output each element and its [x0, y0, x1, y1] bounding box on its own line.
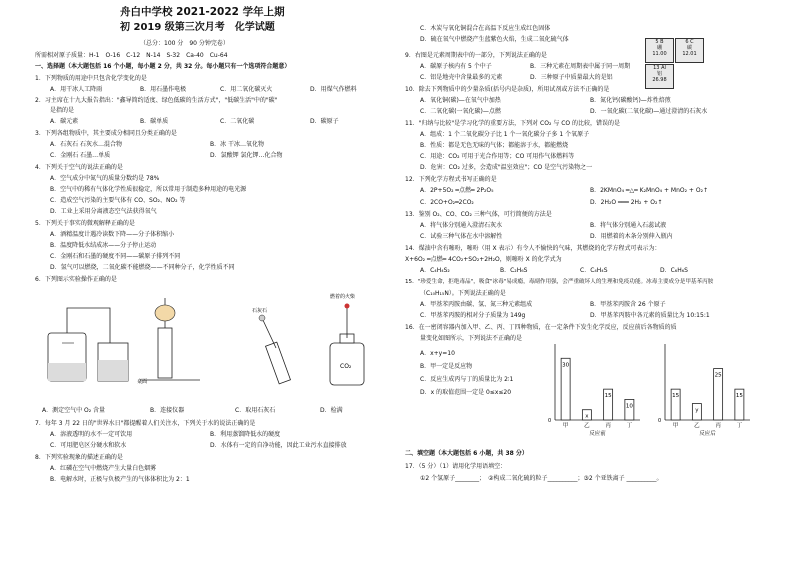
q4-option-a: A．空气成分中氮气的质量分数约是 78% [50, 175, 160, 182]
q2-option-d: D．碳原子 [310, 118, 339, 125]
q7-option-d: D．水体有一定的自净功能，因此工业污水直接排放 [210, 442, 347, 449]
figure-c-limestone [259, 315, 290, 384]
x-axis-title: 反应前 [589, 431, 606, 437]
bar-value-label: 25 [714, 372, 722, 379]
q11-option-c: C．用途：CO₂ 可用于光合作用等；CO 可用作气体燃料等 [420, 153, 575, 160]
question-16-cont: 量变化如图所示，下列说法不正确的是 [420, 335, 523, 342]
q2-option-b: B．碳单质 [140, 118, 169, 125]
q5-option-c: C．金刚石和石墨的硬度不同——碳原子排列不同 [50, 253, 181, 260]
question-16: 16．在一密闭容器内加入甲、乙、丙、丁四种物质，在一定条件下发生化学反应，反应前后各物质的质 [405, 324, 677, 331]
q12-option-c: C．2CO+O₂═2CO₂ [420, 199, 474, 206]
q4-option-c: C．造成空气污染的主要气体有 CO、SO₂、NO₂ 等 [50, 197, 186, 204]
q16-option-b: B．甲一定是反应物 [420, 363, 473, 370]
bar-value-label: y [695, 407, 699, 414]
category-label: 甲 [562, 423, 569, 429]
exam-subtitle: 初 2019 级第三次月考 化学试题 [120, 22, 275, 33]
q9-option-c: C．铝是地壳中含量最多的元素 [420, 74, 503, 81]
right-column [400, 0, 770, 561]
q7-option-a: A．溶液透明的水不一定可饮用 [50, 431, 133, 438]
q8-option-d: D．硫在氧气中燃烧产生蓝紫色火焰，生成二氧化硫气体 [420, 36, 569, 43]
label-match: 燃着的火柴 [330, 294, 356, 300]
element-b-mass: 11.00 [652, 51, 667, 57]
q10-option-d: D．一氧化碳(二氧化碳)—通过澄清的石灰水 [590, 108, 708, 115]
q8-option-a: A．红磷在空气中燃烧产生大量白色烟雾 [50, 465, 157, 472]
question-17-blanks: ①2 个氢原子________； ②构成二氧化硫的粒子__________；③2 个亚铁离子 __________。 [420, 475, 663, 482]
x-axis-title: 反应后 [699, 431, 716, 437]
exam-meta: （总分：100 分 90 分钟完卷） [140, 40, 229, 47]
question-3: 3．下列各组物质中，其主要成分相同且分类正确的是 [35, 130, 177, 137]
figure-d-co2-bottle [330, 304, 364, 386]
question-14: 14．煤油中含有噻吩，噻吩（用 X 表示）有令人不愉快的气味，其燃烧的化学方程式可表示为： [405, 245, 661, 252]
q6-figures [40, 288, 380, 408]
question-4: 4．下列关于空气的说法正确的是 [35, 164, 123, 171]
q6-caption-c: C．取用石灰石 [235, 407, 276, 414]
bar-value-label: 15 [604, 393, 612, 400]
q11-option-d: D．危害：CO₂ 过多，会造成"温室效应"；CO 是空气污染物之一 [420, 164, 593, 171]
question-5: 5．下列关于事实的微观解释正确的是 [35, 220, 135, 227]
question-17: 17．（5 分）（1）请用化学用语填空： [405, 463, 507, 470]
q4-option-b: B．空气中的稀有气体化学性质很稳定，所以常用于制造多种用途的电光源 [50, 186, 247, 193]
element-al-name: 铝 [656, 71, 662, 77]
category-label: 乙 [694, 423, 700, 429]
q15-option-c: C．甲基苯丙胺的相对分子质量为 149g [420, 312, 526, 319]
element-c-number: 6 [685, 39, 689, 45]
question-13: 13．鉴别 O₂、CO、CO₂ 三种气体，可行简便的方法是 [405, 211, 552, 218]
atomic-masses: 所需相对原子质量：H-1 O-16 C-12 N-14 S-32 Ca-40 Cu-64 [35, 52, 228, 59]
question-2: 2．习主席在十九大报告指出："鑫导简约适度、绿色低碳的生活方式"，"低碳生活"中的"碳" [35, 97, 278, 104]
element-c-name: 碳 [686, 45, 692, 51]
q6-caption-d: D．检满 [320, 407, 343, 414]
q3-option-d: D．氯酸钾 氯化钾…化合物 [210, 152, 283, 159]
figure-b-connect [140, 298, 200, 380]
left-column [30, 0, 390, 561]
q13-option-d: D．用燃着的木条分别伸入瓶内 [590, 233, 673, 240]
question-9: 9．右图是元素周期表中的一部分，下列说法正确的是 [405, 52, 547, 59]
q15-option-d: D．甲基苯丙胺中各元素的质量比为 10:15:1 [590, 312, 710, 319]
q1-option-b: B．用石墨作电极 [140, 86, 187, 93]
q3-option-a: A．石灰石 石灰水…混合物 [50, 141, 123, 148]
q9-option-a: A．碳原子核内有 5 个中子 [420, 63, 492, 70]
question-2-cont: 是指的是 [50, 107, 75, 114]
q10-option-c: C．二氧化碳(一氧化碳)—点燃 [420, 108, 501, 115]
element-al-symbol: Al [661, 65, 666, 71]
question-11: 11．"归纳与比较"是学习化学的重要方法，下列对 CO₂ 与 CO 的比较，错误的是 [405, 120, 621, 127]
q15-option-a: A．甲基苯丙胺由碳、氢、氮三种元素组成 [420, 301, 533, 308]
question-10: 10．除去下列物质中的少量杂质(括号内是杂质)，所用试剂或方法不正确的是 [405, 86, 610, 93]
q14-option-c: C．C₄H₄S [580, 267, 608, 274]
question-6: 6．下列图示实验操作正确的是 [35, 276, 117, 283]
category-label: 丁 [736, 423, 743, 429]
label-desk: 桌面 [137, 379, 148, 385]
q4-option-d: D．工业上采用分离液态空气法获得氧气 [50, 208, 157, 215]
q3-option-c: C．金刚石 石墨…单质 [50, 152, 111, 159]
q10-option-a: A．氧化铜(碳)—在氧气中加热 [420, 97, 501, 104]
q1-option-a: A．用干冰人工降雨 [50, 86, 103, 93]
question-14-cont: X+6O₂ ═点燃═ 4CO₂+SO₂+2H₂O，则噻吩 X 的化学式为 [405, 256, 562, 263]
q16-option-a: A．x+y=10 [420, 350, 455, 357]
q9-option-b: B．三种元素在周期表中属于同一周期 [530, 63, 631, 70]
q1-option-d: D．用煤气作燃料 [310, 86, 357, 93]
q12-option-b: B．2KMnO₄ ═△═ K₂MnO₄ + MnO₂ + O₂↑ [590, 187, 709, 194]
q8-option-b: B．电解水时，正极与负极产生的气体体积比为 2：1 [50, 476, 190, 483]
element-b-number: 5 [655, 39, 659, 45]
q16-option-c: C．反应生成丙与丁的质量比为 2∶1 [420, 376, 514, 383]
q10-option-b: B．氮化钙(碳酸钙)—炸性焙煎 [590, 97, 671, 104]
axis-origin-label: 0 [548, 418, 552, 424]
chart-after-reaction [655, 340, 755, 440]
q11-option-b: B．性质：都是无色无味的气体；都能溶于水，都能燃烧 [420, 142, 569, 149]
q2-option-a: A．碳元素 [50, 118, 79, 125]
q13-option-a: A．将气体分别通入澄清石灰水 [420, 222, 503, 229]
question-12: 12．下列化学方程式书写正确的是 [405, 176, 497, 183]
element-b-symbol: B [660, 39, 664, 45]
category-label: 乙 [584, 423, 590, 429]
q6-caption-a: A．测定空气中 O₂ 含量 [42, 407, 106, 414]
q16-option-d: D．x 的取值范围一定是 0≤x≤20 [420, 389, 512, 396]
chart-before-reaction [545, 340, 645, 440]
element-al-mass: 26.98 [652, 77, 667, 83]
bar-value-label: 15 [672, 393, 680, 400]
element-c-symbol: C [690, 39, 694, 45]
q12-option-d: D．2H₂O ═══ 2H₂ + O₂↑ [590, 199, 663, 206]
q6-caption-b: B．连接仪器 [150, 407, 185, 414]
category-label: 丁 [626, 423, 633, 429]
q9-option-d: D．三种原子中质量最大的是铝 [530, 74, 613, 81]
q2-option-c: C．二氧化碳 [220, 118, 255, 125]
bar-value-label: 30 [562, 362, 570, 369]
label-limestone: 石灰石 [252, 308, 268, 314]
category-label: 丙 [605, 423, 611, 429]
question-7: 7．每年 3 月 22 日的"世界水日"都提醒着人们关注水，下列关于水的说法正确的是 [35, 420, 256, 427]
figure-a-apparatus [48, 308, 128, 381]
q5-option-a: A．酒精温度计遇冷读数下降——分子体积缩小 [50, 231, 175, 238]
q14-option-a: A．C₄H₄S₂ [420, 267, 450, 274]
q12-option-a: A．2P+5O₂ ═点燃═ 2P₂O₅ [420, 187, 494, 194]
q13-option-b: B．将气体分别通入石蕊试液 [590, 222, 667, 229]
q15-option-b: B．甲基苯丙胺含 26 个原子 [590, 301, 666, 308]
q14-option-d: D．C₆H₆S [660, 267, 688, 274]
axis-origin-label: 0 [658, 418, 662, 424]
q14-option-b: B．C₂H₆S [500, 267, 528, 274]
q7-option-b: B．利用蒸馏降低水的硬度 [210, 431, 281, 438]
category-label: 甲 [672, 423, 679, 429]
question-15: 15．"珍爱生命，拒绝毒品"，吸食"冰毒"易成瘾，毒副作用强，会严重破坏人的生理和免疫功能。冰毒主要成分是甲基苯丙胺 [405, 279, 714, 285]
q8-option-c: C．木炭与氧化铜混合在高温下反应生成红色固体 [420, 25, 551, 32]
question-15-cont: （C₁₀H₁₅N）。下列说法正确的是 [420, 290, 506, 297]
bar-value-label: 15 [735, 393, 743, 400]
q1-option-c: C．用二氧化碳灭火 [220, 86, 273, 93]
q3-option-b: B．冰 干冰…氧化物 [210, 141, 265, 148]
question-8: 8．下列实验现象的描述正确的是 [35, 454, 123, 461]
category-label: 丙 [715, 423, 721, 429]
bar-value-label: x [585, 413, 589, 420]
element-c-mass: 12.01 [682, 51, 697, 57]
question-1: 1．下列物质的用途中只包含化学变化的是 [35, 75, 147, 82]
q7-option-c: C．可用肥皂区分硬水和软水 [50, 442, 127, 449]
q5-option-d: D．氢气可以燃烧，二氧化碳不能燃烧——不同种分子，化学性质不同 [50, 264, 235, 271]
element-b-name: 硼 [656, 45, 662, 51]
element-al-number: 13 [653, 65, 660, 71]
label-co2: CO₂ [340, 363, 352, 370]
section-2-heading: 二、填空题（本大题包括 6 小题，共 38 分） [405, 450, 528, 457]
q11-option-a: A．组成：1 个二氧化碳分子比 1 个一氧化碳分子多 1 个氧原子 [420, 131, 590, 138]
q13-option-c: C．试验三种气体在水中溶解性 [420, 233, 503, 240]
q5-option-b: B．温度降低水结成冰——分子停止运动 [50, 242, 157, 249]
section-1-heading: 一、选择题（本大题包括 16 个小题，每小题 2 分，共 32 分。每小题只有一个选项符合题意） [35, 63, 291, 70]
bar-value-label: 10 [625, 403, 633, 410]
exam-title: 舟白中学校 2021-2022 学年上期 [120, 6, 285, 18]
